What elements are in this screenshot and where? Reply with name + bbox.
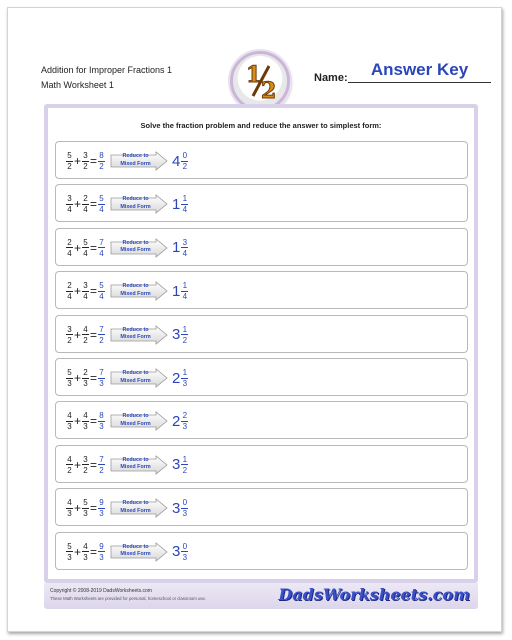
reduce-label: Reduce to Mixed Form [120,153,151,167]
sum-fraction [98,411,105,431]
plus-sign: + [74,414,82,429]
addend-b [82,498,89,518]
problem-row [55,315,468,353]
reduce-label: Reduce to Mixed Form [120,500,151,514]
answer-whole: 4 [172,152,181,170]
equals-sign: = [90,240,98,255]
addend-a [66,368,73,388]
equals-sign: = [90,197,98,212]
addend-b [82,368,89,388]
answer-whole: 1 [172,282,181,300]
addend-b [82,411,89,431]
answer-whole: 2 [172,369,181,387]
answer-numerator: 1 [182,194,188,204]
problem-row [55,358,468,396]
answer-whole: 2 [172,412,181,430]
fraction-equation [66,272,188,310]
fraction-equation [66,359,188,397]
sum-numerator: 5 [99,281,104,291]
plus-sign: + [74,284,82,299]
sum-fraction [98,238,105,258]
reduce-arrow-icon [110,151,168,171]
answer-numerator: 1 [182,324,188,334]
usage-text: These Math Worksheets are provided for personal, homeschool or classroom use. [50,596,207,601]
sum-denominator: 4 [99,205,104,215]
mixed-number-answer [172,281,188,301]
addend-a-denominator: 4 [67,248,72,258]
sum-numerator: 8 [99,411,104,421]
reduce-label: Reduce to Mixed Form [120,456,151,471]
equals-sign: = [90,327,98,342]
equals-sign: = [90,544,98,559]
fraction-equation [66,533,188,571]
reduce-arrow-icon [110,281,168,301]
addend-a-denominator: 4 [67,205,72,215]
plus-sign: + [74,197,82,212]
sum-denominator: 3 [99,552,104,562]
answer-denominator: 4 [182,248,188,258]
plus-sign: + [74,501,82,516]
addend-a-numerator: 3 [67,194,72,204]
answer-fraction [181,542,188,562]
problem-row [55,184,468,222]
addend-a-numerator: 5 [67,368,72,377]
addend-a-denominator: 2 [67,335,72,345]
reduce-label: Reduce to Mixed Form [120,543,151,558]
addend-b-numerator: 3 [83,281,88,291]
answer-denominator: 3 [182,422,188,432]
dadsworksheets-logo: DadsWorksheets.com [278,585,470,604]
fraction-equation [66,142,188,180]
addend-b-numerator: 4 [83,324,88,334]
sum-denominator: 4 [99,292,104,302]
problem-row [55,488,468,526]
answer-numerator: 2 [182,411,188,421]
answer-whole: 1 [172,239,181,257]
addend-a [66,411,73,431]
sum-numerator: 7 [99,454,104,464]
fraction-equation [66,185,188,223]
sum-numerator: 5 [99,194,104,204]
reduce-arrow-icon [110,542,168,562]
addend-b-numerator: 2 [83,368,88,377]
reduce-arrow-icon [110,325,168,345]
answer-fraction [181,325,188,345]
problem-row [55,401,468,439]
reduce-label: Reduce to Mixed Form [120,239,151,254]
sum-fraction [98,455,105,475]
sum-fraction [98,151,105,171]
name-underline [348,82,491,83]
answer-numerator: 1 [182,368,188,377]
mixed-number-answer [172,455,188,475]
fraction-equation [66,402,188,440]
sum-fraction [98,281,105,301]
sum-numerator: 9 [99,541,104,551]
addend-a [66,455,73,475]
sum-denominator: 2 [99,335,104,345]
answer-numerator: 1 [182,281,188,291]
worksheet-subtitle: Math Worksheet 1 [41,80,114,90]
answer-denominator: 2 [182,335,188,345]
addend-a-numerator: 5 [67,541,72,551]
sum-fraction [98,325,105,345]
answer-denominator: 4 [182,292,188,302]
plus-sign: + [74,371,82,385]
instruction-text: Solve the fraction problem and reduce the answer to simplest form: [140,121,382,130]
answer-denominator: 4 [182,205,188,215]
answer-key-text: Answer Key [370,60,469,79]
addend-a-denominator: 2 [67,465,72,475]
badge-denominator: 2 [261,78,277,104]
sum-denominator: 3 [99,379,104,388]
answer-numerator: 3 [182,237,188,247]
worksheet-title: Addition for Improper Fractions 1 [41,65,173,75]
one-half-badge-icon [230,51,290,111]
answer-fraction [181,238,188,258]
addend-b [82,151,89,171]
mixed-number-answer [172,498,188,518]
addend-b-denominator: 3 [83,422,88,432]
addend-a-numerator: 4 [67,411,72,421]
sum-fraction [98,194,105,214]
sum-numerator: 7 [99,237,104,247]
mixed-number-answer [172,411,188,431]
answer-denominator: 3 [182,552,188,562]
addend-a-numerator: 3 [67,324,72,334]
answer-whole: 3 [172,456,181,474]
sum-denominator: 2 [99,465,104,475]
addend-b-denominator: 3 [83,379,88,388]
answer-numerator: 0 [182,541,188,551]
plus-sign: + [74,544,82,559]
addend-b-denominator: 2 [83,335,88,345]
fraction-equation [66,229,188,267]
equals-sign: = [90,284,98,299]
equals-sign: = [90,457,98,472]
answer-denominator: 3 [182,509,188,519]
equals-sign: = [90,371,98,385]
reduce-label: Reduce to Mixed Form [120,326,151,341]
addend-b-numerator: 2 [83,194,88,204]
plus-sign: + [74,154,82,168]
addend-a-numerator: 2 [67,237,72,247]
addend-b [82,542,89,562]
answer-whole: 3 [172,543,181,561]
addend-b [82,194,89,214]
addend-a [66,281,73,301]
mixed-number-answer [172,368,188,388]
plus-sign: + [74,327,82,342]
mixed-number-answer [172,542,188,562]
addend-b [82,281,89,301]
copyright-text: Copyright © 2008-2019 DadsWorksheets.com [50,588,152,594]
answer-whole: 3 [172,326,181,344]
addend-b-numerator: 4 [83,541,88,551]
addend-a [66,194,73,214]
sum-numerator: 7 [99,368,104,377]
reduce-label: Reduce to Mixed Form [120,413,151,427]
addend-b-denominator: 2 [83,465,88,475]
sum-denominator: 2 [99,162,104,171]
problems-frame [44,104,478,583]
addend-a-denominator: 3 [67,422,72,432]
equals-sign: = [90,414,98,429]
sum-denominator: 4 [99,248,104,258]
equals-sign: = [90,501,98,516]
answer-fraction [181,498,188,518]
sum-numerator: 8 [99,151,104,160]
addend-b [82,238,89,258]
answer-denominator: 2 [182,465,188,475]
addend-a-denominator: 2 [67,162,72,171]
problem-row [55,271,468,309]
worksheet-page [7,7,502,632]
answer-numerator: 0 [182,498,188,508]
sum-fraction [98,368,105,388]
fraction-equation [66,489,188,527]
reduce-arrow-icon [110,411,168,431]
sum-fraction [98,542,105,562]
problem-row [55,532,468,570]
reduce-label: Reduce to Mixed Form [120,283,151,297]
mixed-number-answer [172,238,188,258]
addend-a [66,498,73,518]
problem-row [55,228,468,266]
answer-whole: 1 [172,195,181,213]
addend-b-numerator: 3 [83,454,88,464]
answer-denominator: 3 [182,379,188,388]
addend-b-denominator: 3 [83,509,88,519]
answer-numerator: 1 [182,454,188,464]
problem-row [55,141,468,179]
addend-a-numerator: 4 [67,498,72,508]
addend-b-denominator: 4 [83,205,88,215]
addend-a-denominator: 3 [67,552,72,562]
mixed-number-answer [172,194,188,214]
answer-fraction [181,151,188,171]
reduce-arrow-icon [110,368,168,388]
reduce-arrow-icon [110,498,168,518]
addend-b-denominator: 4 [83,248,88,258]
addend-a-denominator: 3 [67,379,72,388]
plus-sign: + [74,240,82,255]
answer-fraction [181,455,188,475]
addend-b-numerator: 4 [83,411,88,421]
name-label: Name: [314,72,348,84]
answer-fraction [181,281,188,301]
reduce-arrow-icon [110,238,168,258]
reduce-label: Reduce to Mixed Form [120,370,151,384]
reduce-label: Reduce to Mixed Form [120,196,151,210]
answer-fraction [181,411,188,431]
plus-sign: + [74,457,82,472]
sum-numerator: 9 [99,498,104,508]
sum-denominator: 3 [99,509,104,519]
addend-a-numerator: 2 [67,281,72,291]
addend-a [66,151,73,171]
addend-b-numerator: 5 [83,498,88,508]
reduce-arrow-icon [110,455,168,475]
addend-a [66,238,73,258]
sum-numerator: 7 [99,324,104,334]
fraction-equation [66,446,188,484]
addend-b [82,455,89,475]
addend-a-denominator: 4 [67,292,72,302]
answer-numerator: 0 [182,151,188,160]
equals-sign: = [90,154,98,168]
addend-b-denominator: 2 [83,162,88,171]
addend-b-denominator: 3 [83,552,88,562]
addend-b [82,325,89,345]
fraction-equation [66,316,188,354]
reduce-arrow-icon [110,194,168,214]
addend-a [66,325,73,345]
answer-denominator: 2 [182,162,188,171]
answer-fraction [181,194,188,214]
addend-b-numerator: 5 [83,237,88,247]
sum-fraction [98,498,105,518]
answer-fraction [181,368,188,388]
addend-a-numerator: 4 [67,454,72,464]
answer-whole: 3 [172,499,181,517]
addend-b-numerator: 3 [83,151,88,160]
sum-denominator: 3 [99,422,104,432]
addend-a-numerator: 5 [67,151,72,160]
mixed-number-answer [172,151,188,171]
mixed-number-answer [172,325,188,345]
problem-row [55,445,468,483]
addend-a-denominator: 3 [67,509,72,519]
badge-numerator: 1 [246,62,262,88]
addend-a [66,542,73,562]
footer [44,583,478,609]
addend-b-denominator: 4 [83,292,88,302]
